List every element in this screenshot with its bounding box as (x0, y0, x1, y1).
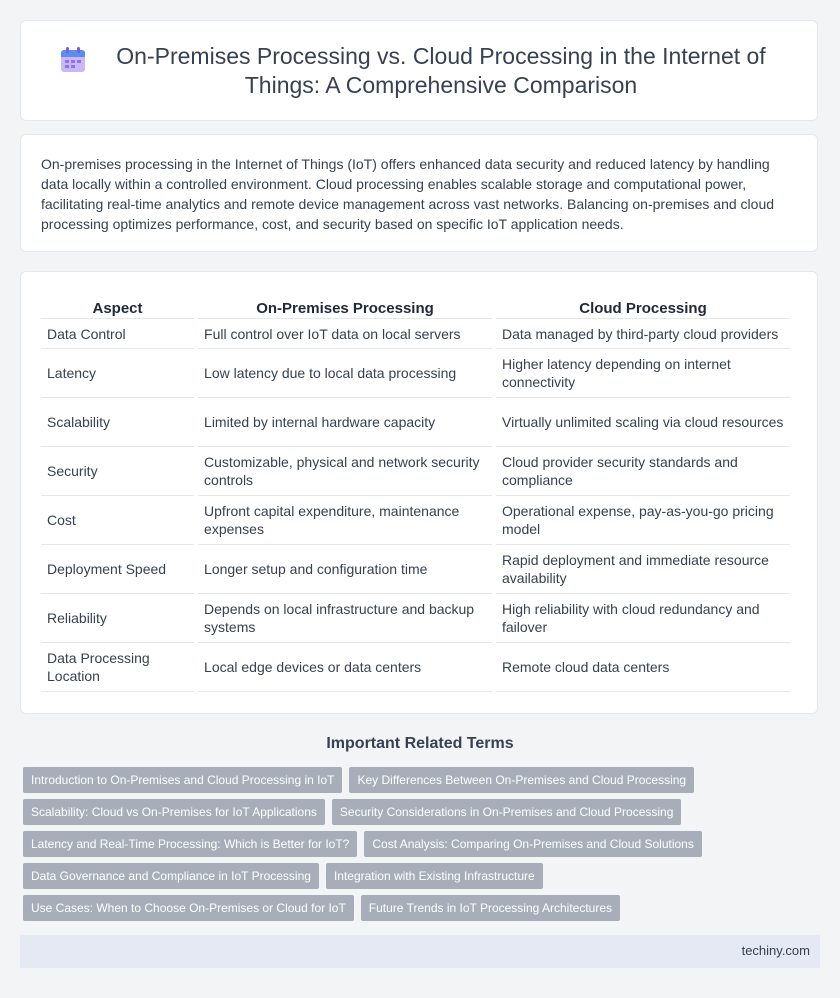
table-cell: High reliability with cloud redundancy and failover (496, 594, 790, 643)
footer (20, 935, 820, 968)
table-cell: Customizable, physical and network security controls (198, 447, 492, 496)
table-row (41, 594, 790, 643)
table-row (41, 447, 790, 496)
table-row (41, 496, 790, 545)
term-row (23, 831, 823, 857)
table-cell: Full control over IoT data on local servers (198, 319, 492, 349)
term-tag[interactable]: Future Trends in IoT Processing Architectures (361, 895, 620, 921)
table-cell: Remote cloud data centers (496, 643, 790, 692)
related-terms-heading: Important Related Terms (326, 735, 514, 752)
column-header-on-premises: On-Premises Processing (198, 296, 492, 319)
title-card (20, 20, 818, 121)
term-row (23, 767, 823, 793)
column-header-aspect: Aspect (41, 296, 194, 319)
table-cell: Virtually unlimited scaling via cloud resources (496, 398, 790, 447)
table-cell: Local edge devices or data centers (198, 643, 492, 692)
table-cell: Upfront capital expenditure, maintenance expenses (198, 496, 492, 545)
table-cell: Longer setup and configuration time (198, 545, 492, 594)
table-row (41, 545, 790, 594)
comparison-table (37, 296, 794, 692)
table-header-row (41, 296, 790, 319)
term-tag[interactable]: Key Differences Between On-Premises and Cloud Processing (349, 767, 694, 793)
table-row (41, 643, 790, 692)
intro-paragraph: On-premises processing in the Internet of Things (IoT) offers enhanced data security and reduced latency by handling data locally within a controlled environment. Cloud processing enables scalable storage and computational power, facilitating real-time analytics and remote device management across vast networks. Balancing on-premises and cloud processing optimizes performance, cost, and security based on specific IoT application needs. (41, 156, 775, 232)
comparison-card (20, 271, 818, 714)
table-cell: Rapid deployment and immediate resource availability (496, 545, 790, 594)
term-tag[interactable]: Integration with Existing Infrastructure (326, 863, 543, 889)
intro-card (20, 134, 818, 252)
column-header-cloud: Cloud Processing (496, 296, 790, 319)
table-cell: Operational expense, pay-as-you-go pricing model (496, 496, 790, 545)
table-cell: Data Control (41, 319, 194, 349)
table-cell: Latency (41, 349, 194, 398)
footer-site-name[interactable]: techiny.com (741, 943, 810, 958)
term-tag[interactable]: Introduction to On-Premises and Cloud Processing in IoT (23, 767, 342, 793)
table-row (41, 398, 790, 447)
table-cell: Data managed by third-party cloud providers (496, 319, 790, 349)
table-cell: Data Processing Location (41, 643, 194, 692)
table-cell: Low latency due to local data processing (198, 349, 492, 398)
term-row (23, 863, 823, 889)
table-cell: Scalability (41, 398, 194, 447)
table-cell: Cloud provider security standards and compliance (496, 447, 790, 496)
calendar-icon (59, 46, 87, 74)
table-cell: Deployment Speed (41, 545, 194, 594)
page-title: On-Premises Processing vs. Cloud Processing in the Internet of Things: A Comprehensive Comparison (116, 42, 766, 98)
table-cell: Depends on local infrastructure and backup systems (198, 594, 492, 643)
table-cell: Cost (41, 496, 194, 545)
table-cell: Higher latency depending on internet connectivity (496, 349, 790, 398)
term-tag[interactable]: Security Considerations in On-Premises and Cloud Processing (332, 799, 682, 825)
term-tag[interactable]: Cost Analysis: Comparing On-Premises and Cloud Solutions (364, 831, 701, 857)
term-row (23, 799, 823, 825)
table-cell: Security (41, 447, 194, 496)
related-terms-list (23, 767, 823, 927)
table-cell: Reliability (41, 594, 194, 643)
term-tag[interactable]: Scalability: Cloud vs On-Premises for IoT Applications (23, 799, 325, 825)
term-tag[interactable]: Data Governance and Compliance in IoT Processing (23, 863, 319, 889)
table-row (41, 319, 790, 349)
term-row (23, 895, 823, 921)
term-tag[interactable]: Use Cases: When to Choose On-Premises or Cloud for IoT (23, 895, 354, 921)
table-row (41, 349, 790, 398)
table-cell: Limited by internal hardware capacity (198, 398, 492, 447)
term-tag[interactable]: Latency and Real-Time Processing: Which is Better for IoT? (23, 831, 357, 857)
